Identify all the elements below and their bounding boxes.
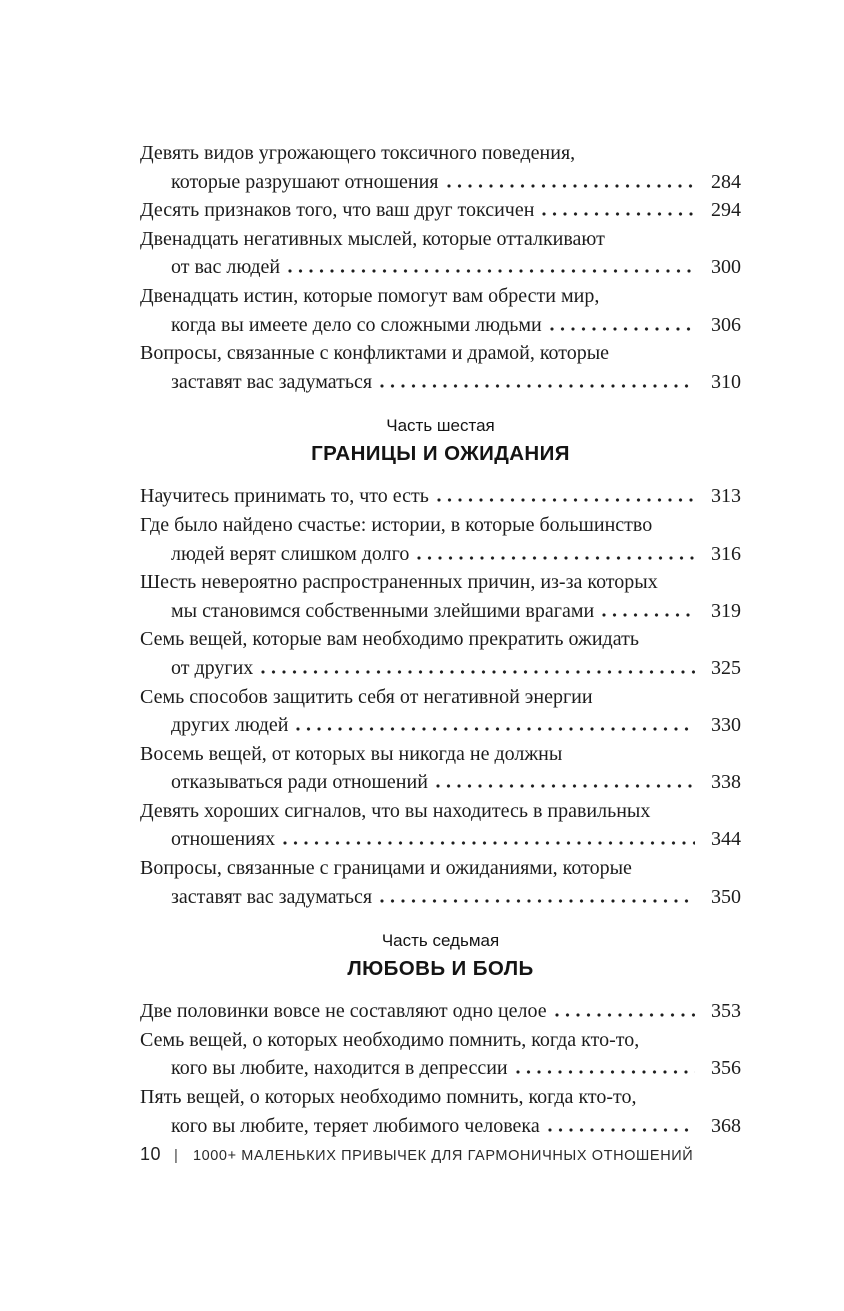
toc-entry-page-number: 368	[711, 1114, 741, 1137]
toc-entry	[140, 196, 741, 225]
toc-entry	[140, 625, 741, 682]
toc-entry-page-number: 284	[711, 170, 741, 193]
toc-entry-text: мы становимся собственными злейшими врагами	[171, 599, 595, 622]
toc-entry	[140, 1083, 741, 1140]
toc-entry-line	[140, 282, 741, 311]
toc-entry-text: которые разрушают отношения	[171, 170, 439, 193]
dot-leader	[288, 269, 695, 273]
toc-entry-text: Шесть невероятно распространенных причин, из-за которых	[140, 571, 658, 594]
dot-leader	[542, 212, 695, 216]
toc-entry	[140, 282, 741, 339]
footer-separator: |	[174, 1147, 178, 1164]
toc-entry-text: других людей	[171, 714, 289, 737]
toc-entry	[140, 482, 741, 511]
toc-entry-line	[140, 1083, 741, 1112]
toc-entry-line-continuation	[140, 768, 741, 797]
folio-page-number: 10	[140, 1144, 162, 1164]
toc-entry-page-number: 306	[711, 313, 741, 336]
toc-entry-text: Девять видов угрожающего токсичного поведения,	[140, 142, 576, 164]
page-footer	[140, 1144, 741, 1165]
toc-entry-line	[140, 740, 741, 769]
part-title: ГРАНИЦЫ И ОЖИДАНИЯ	[311, 442, 570, 466]
toc-entry-page-number: 350	[711, 885, 741, 908]
toc-entry-line	[140, 139, 741, 168]
toc-entry-line-continuation	[140, 540, 741, 569]
toc-entry-line-continuation	[140, 1112, 741, 1141]
toc-entry-text: от других	[171, 656, 254, 679]
toc-entry	[140, 1026, 741, 1083]
toc-entry-text: Семь вещей, которые вам необходимо прекратить ожидать	[140, 628, 639, 651]
toc-entry-line	[140, 511, 741, 540]
toc-entry-line-continuation	[140, 168, 741, 197]
dot-leader	[380, 899, 695, 903]
toc-entry-text: Где было найдено счастье: истории, в которые большинство	[140, 513, 653, 536]
toc-entry	[140, 797, 741, 854]
toc-entry-text: заставят вас задуматься	[171, 370, 373, 393]
dot-leader	[436, 784, 695, 788]
toc-entry-text: заставят вас задуматься	[171, 885, 373, 908]
dot-leader	[283, 841, 695, 845]
toc-entry-page-number: 338	[711, 771, 741, 794]
toc-entry-page-number: 356	[711, 1057, 741, 1080]
toc-entry-text: Вопросы, связанные с конфликтами и драмой, которые	[140, 342, 610, 365]
toc-entry-text: Десять признаков того, что ваш друг токсичен	[140, 199, 535, 222]
toc-entry-line	[140, 568, 741, 597]
dot-leader	[548, 1128, 695, 1132]
part-number-label: Часть шестая	[386, 416, 495, 436]
dot-leader	[296, 727, 695, 731]
toc-entry-line-continuation	[140, 1054, 741, 1083]
toc-entry	[140, 568, 741, 625]
dot-leader	[417, 556, 695, 560]
toc-entry-page-number: 344	[711, 828, 741, 851]
toc-entry-line	[140, 482, 741, 511]
toc-entry	[140, 511, 741, 568]
toc-entry-text: Восемь вещей, от которых вы никогда не должны	[140, 742, 563, 765]
toc-entry-text: Двенадцать истин, которые помогут вам обрести мир,	[140, 284, 600, 307]
toc-entry-page-number: 300	[711, 256, 741, 279]
toc-entry-page-number: 319	[711, 599, 741, 622]
running-book-title: 1000+ МАЛЕНЬКИХ ПРИВЫЧЕК ДЛЯ ГАРМОНИЧНЫХ ОТНОШЕНИЙ	[192, 1148, 694, 1164]
toc-entry-line	[140, 196, 741, 225]
toc-entry-page-number: 310	[711, 370, 741, 393]
toc-entry-page-number: 316	[711, 542, 741, 565]
toc-entry-line-continuation	[140, 825, 741, 854]
toc-entry-text: Научитесь принимать то, что есть	[140, 485, 429, 508]
toc-entry	[140, 339, 741, 396]
toc-entry-text: кого вы любите, находится в депрессии	[171, 1057, 508, 1080]
toc-entry-page-number: 353	[711, 1000, 741, 1023]
toc-entry-text: Семь способов защитить себя от негативной энергии	[140, 685, 593, 708]
toc-entry-page-number: 330	[711, 714, 741, 737]
dot-leader	[447, 184, 696, 188]
toc-entry-line	[140, 683, 741, 712]
toc-entry-line-continuation	[140, 311, 741, 340]
toc-entry-text: отношениях	[171, 828, 276, 851]
dot-leader	[602, 613, 695, 617]
toc-entry-text: людей верят слишком долго	[171, 542, 410, 565]
toc-entry-page-number: 313	[711, 485, 741, 508]
part-heading	[140, 928, 741, 983]
dot-leader	[550, 327, 695, 331]
toc-entry	[140, 854, 741, 911]
toc-entry-text: отказываться ради отношений	[171, 771, 428, 794]
toc-entry-text: Семь вещей, о которых необходимо помнить, когда кто-то,	[140, 1028, 640, 1051]
part-number-label: Часть седьмая	[381, 931, 500, 951]
toc-entry-page-number: 325	[711, 656, 741, 679]
toc-entry-line-continuation	[140, 711, 741, 740]
toc-entry-line-continuation	[140, 597, 741, 626]
toc-entry-text: от вас людей	[171, 256, 281, 279]
dot-leader	[555, 1013, 695, 1017]
toc-entry-line-continuation	[140, 654, 741, 683]
toc-entry-line	[140, 225, 741, 254]
toc-entry	[140, 683, 741, 740]
toc-entry	[140, 997, 741, 1026]
dot-leader	[516, 1070, 695, 1074]
toc-entry-line	[140, 339, 741, 368]
toc-entry	[140, 225, 741, 282]
toc-entry-text: когда вы имеете дело со сложными людьми	[171, 313, 542, 336]
toc-entry-line-continuation	[140, 883, 741, 912]
toc-entry-line-continuation	[140, 368, 741, 397]
toc-entry-line-continuation	[140, 253, 741, 282]
toc-entry-text: Двенадцать негативных мыслей, которые отталкивают	[140, 227, 605, 250]
toc-entry	[140, 740, 741, 797]
toc-entry-line	[140, 1026, 741, 1055]
table-of-contents	[140, 139, 741, 1140]
part-title: ЛЮБОВЬ И БОЛЬ	[347, 957, 534, 981]
toc-entry-page-number: 294	[711, 199, 741, 222]
toc-entry-text: кого вы любите, теряет любимого человека	[171, 1114, 540, 1137]
dot-leader	[380, 384, 695, 388]
toc-entry-text: Две половинки вовсе не составляют одно целое	[140, 1000, 547, 1023]
toc-entry-line	[140, 997, 741, 1026]
dot-leader	[261, 670, 695, 674]
part-heading	[140, 413, 741, 468]
toc-entry-text: Девять хороших сигналов, что вы находитесь в правильных	[140, 799, 651, 822]
toc-entry-line	[140, 797, 741, 826]
dot-leader	[437, 498, 695, 502]
toc-entry-line	[140, 854, 741, 883]
toc-entry-text: Пять вещей, о которых необходимо помнить, когда кто-то,	[140, 1086, 637, 1109]
toc-entry-text: Вопросы, связанные с границами и ожиданиями, которые	[140, 857, 632, 880]
toc-entry-line	[140, 625, 741, 654]
toc-entry	[140, 139, 741, 196]
